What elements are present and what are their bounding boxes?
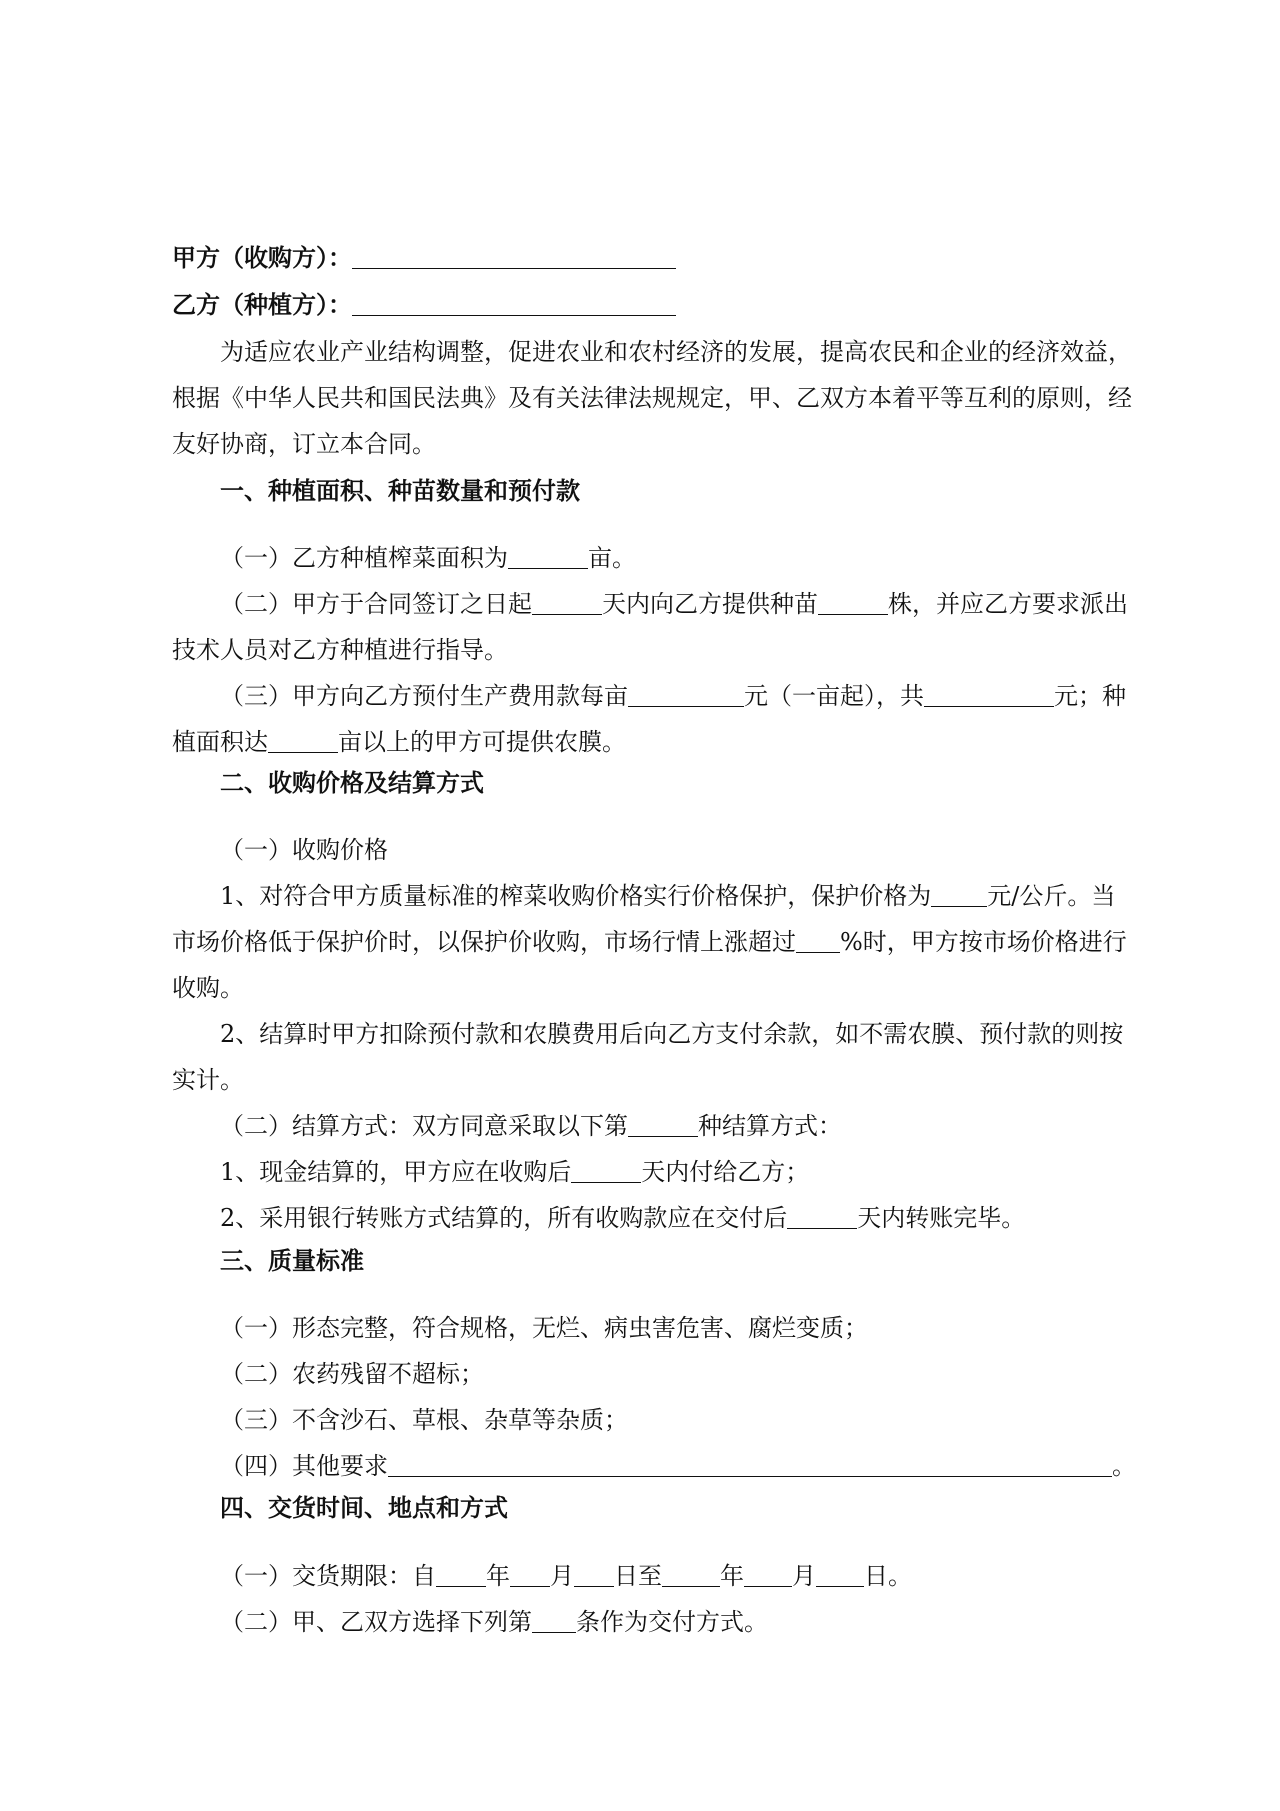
start-year-blank[interactable] <box>436 1562 486 1587</box>
end-day-label: 日。 <box>864 1562 912 1590</box>
party-a-label: 甲方（收购方）： <box>172 244 352 272</box>
sec1-item-1-text-b: 亩。 <box>588 544 636 572</box>
start-year-label: 年 <box>486 1562 510 1590</box>
sec3-item-1: （一）形态完整，符合规格，无烂、病虫害危害、腐烂变质； <box>220 1314 868 1342</box>
section-2-title: 二、收购价格及结算方式 <box>220 769 484 797</box>
party-a-blank[interactable] <box>352 244 676 269</box>
section-4-title: 四、交货时间、地点和方式 <box>220 1494 508 1522</box>
method-choice-blank[interactable] <box>628 1112 698 1137</box>
party-b-line <box>172 290 676 320</box>
sec4-item-2-text-a: （二）甲、乙双方选择下列第 <box>220 1608 532 1636</box>
prepay-per-mu-blank[interactable] <box>628 682 744 707</box>
section-1-title: 一、种植面积、种苗数量和预付款 <box>220 477 580 505</box>
sec4-item-1 <box>220 1561 912 1591</box>
sec1-item-1 <box>220 543 636 573</box>
sec1-item-1-text-a: （一）乙方种植榨菜面积为 <box>220 544 508 572</box>
sec1-item-3-text-e: 亩以上的甲方可提供农膜。 <box>338 728 626 756</box>
sec1-item-3-text-c: 元；种 <box>1054 682 1126 710</box>
sec1-item-3-text-d: 植面积达 <box>172 728 268 756</box>
seedlings-blank[interactable] <box>818 590 888 615</box>
sec2-price-1 <box>220 881 1115 911</box>
sec2-price-1-text-a: 1、对符合甲方质量标准的榨菜收购价格实行价格保护，保护价格为 <box>220 882 932 910</box>
intro-line-2: 根据《中华人民共和国民法典》及有关法律法规规定，甲、乙双方本着平等互利的原则，经 <box>172 384 1132 412</box>
sec1-item-2 <box>220 589 1128 619</box>
start-day-blank[interactable] <box>574 1562 614 1587</box>
sec4-item-2 <box>220 1607 768 1637</box>
sec2-price-2: 2、结算时甲方扣除预付款和农膜费用后向乙方支付余款，如不需农膜、预付款的则按 <box>220 1020 1124 1048</box>
sec1-item-2-text-a: （二）甲方于合同签订之日起 <box>220 590 532 618</box>
sec2-transfer-text-a: 2、采用银行转账方式结算的，所有收购款应在交付后 <box>220 1204 788 1232</box>
sec2-sub-2 <box>220 1111 842 1141</box>
sec2-price-1-cont <box>172 927 1127 957</box>
sec2-price-1-text-d: %时，甲方按市场价格进行 <box>840 928 1127 956</box>
sec2-cash-text-b: 天内付给乙方； <box>641 1158 810 1186</box>
party-b-blank[interactable] <box>352 291 676 316</box>
sec2-cash-text-a: 1、现金结算的，甲方应在收购后 <box>220 1158 572 1186</box>
days-blank[interactable] <box>532 590 602 615</box>
delivery-choice-blank[interactable] <box>532 1608 576 1633</box>
end-year-blank[interactable] <box>662 1562 720 1587</box>
cash-days-blank[interactable] <box>571 1158 641 1183</box>
section-3-title: 三、质量标准 <box>220 1247 364 1275</box>
sec1-item-3-text-a: （三）甲方向乙方预付生产费用款每亩 <box>220 682 628 710</box>
sec2-transfer <box>220 1203 1025 1233</box>
sec2-price-2-cont: 实计。 <box>172 1066 244 1094</box>
other-requirements-blank[interactable] <box>388 1452 1112 1477</box>
sec2-sub-2-text-b: 种结算方式： <box>698 1112 842 1140</box>
sec1-item-2-text-c: 株，并应乙方要求派出 <box>888 590 1128 618</box>
percent-blank[interactable] <box>796 928 840 953</box>
sec2-price-1-text-c: 市场价格低于保护价时，以保护价收购，市场行情上涨超过 <box>172 928 796 956</box>
party-a-line <box>172 243 676 273</box>
end-month-blank[interactable] <box>744 1562 792 1587</box>
sec3-item-4-text-a: （四）其他要求 <box>220 1452 388 1480</box>
sec2-price-1-end: 收购。 <box>172 974 244 1002</box>
protect-price-blank[interactable] <box>931 882 987 907</box>
sec4-item-1-text-a: （一）交货期限：自 <box>220 1562 436 1590</box>
end-month-label: 月 <box>792 1562 816 1590</box>
sec1-item-2-cont: 技术人员对乙方种植进行指导。 <box>172 636 508 664</box>
sec2-price-1-text-b: 元/公斤。当 <box>987 882 1116 910</box>
sec2-cash <box>220 1157 809 1187</box>
sec3-item-2: （二）农药残留不超标； <box>220 1360 484 1388</box>
sec1-item-3 <box>220 681 1126 711</box>
start-month-blank[interactable] <box>510 1562 550 1587</box>
sec2-sub-1: （一）收购价格 <box>220 836 388 864</box>
prepay-total-blank[interactable] <box>924 682 1054 707</box>
party-b-label: 乙方（种植方）： <box>172 291 352 319</box>
sec1-item-2-text-b: 天内向乙方提供种苗 <box>602 590 818 618</box>
sec3-item-3: （三）不含沙石、草根、杂草等杂质； <box>220 1406 628 1434</box>
start-day-label: 日至 <box>614 1562 662 1590</box>
transfer-days-blank[interactable] <box>787 1204 857 1229</box>
film-area-blank[interactable] <box>268 728 338 753</box>
sec2-transfer-text-b: 天内转账完毕。 <box>857 1204 1026 1232</box>
intro-line-3: 友好协商，订立本合同。 <box>172 430 436 458</box>
end-day-blank[interactable] <box>816 1562 864 1587</box>
sec4-item-2-text-b: 条作为交付方式。 <box>576 1608 768 1636</box>
sec3-item-4-text-b: 。 <box>1112 1452 1136 1480</box>
intro-line-1: 为适应农业产业结构调整，促进农业和农村经济的发展，提高农民和企业的经济效益， <box>220 338 1132 366</box>
sec1-item-3-cont <box>172 727 626 757</box>
area-blank[interactable] <box>508 544 588 569</box>
start-month-label: 月 <box>550 1562 574 1590</box>
sec3-item-4 <box>220 1451 1136 1481</box>
sec1-item-3-text-b: 元（一亩起），共 <box>744 682 924 710</box>
end-year-label: 年 <box>720 1562 744 1590</box>
sec2-sub-2-text-a: （二）结算方式：双方同意采取以下第 <box>220 1112 628 1140</box>
